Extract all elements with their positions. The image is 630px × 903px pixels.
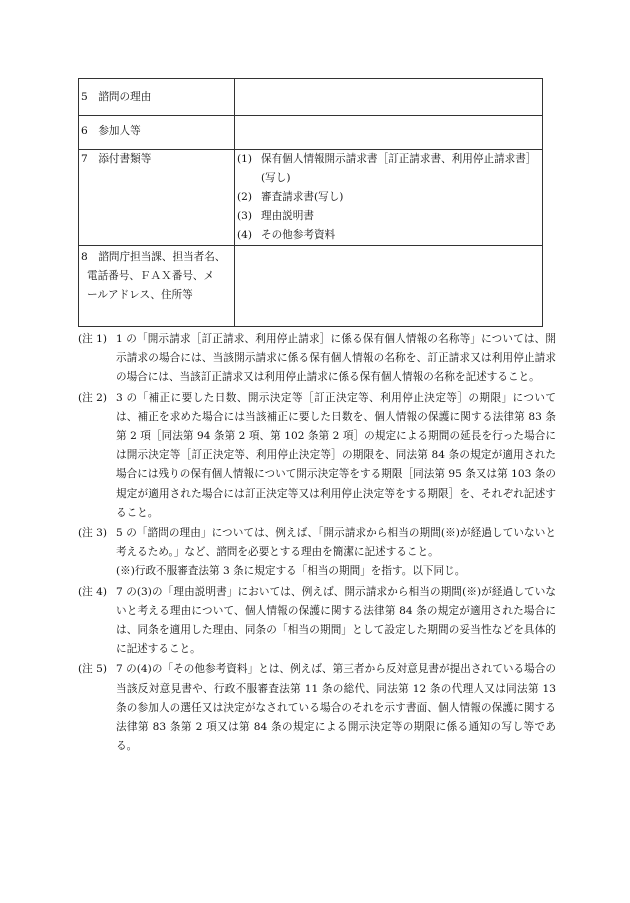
table-row [79, 150, 543, 246]
note-item [78, 330, 556, 388]
note-text: 5 の「諮問の理由」については、例えば、「開示請求から相当の期間(※)が経過していないと考えるため。」など、諮問を必要とする理由を簡潔に記述すること。 [116, 527, 556, 559]
note-item [78, 524, 556, 582]
note-subtext: (※)行政不服審査法第 3 条に規定する「相当の期間」を指す。以下同じ。 [116, 565, 466, 578]
contact-label [81, 246, 234, 305]
list-item [237, 150, 538, 188]
note-text: 3 の「補正に要した日数、開示決定等［訂正決定等、利用停止決定等］の期限」については、補正を求めた場合には当該補正に要した日数を、個人情報の保護に関する法律第 83 条第 2 項［同法第 94 条第 2 項、第 102 条第 2 項］の規定による期間の延長を行った場合には開示決定等［訂正決定等、利用停止決定等］の期限を、同法第 84 条の規定が適用された場合には残りの保有個人情報について開示決定等をする期限［同法第 95 条又は第 103 条の規定が適用された場合には訂正決定等又は利用停止決定等をする期限］を、それぞれ記述すること。 [116, 391, 556, 519]
note-text: 1 の「開示請求［訂正請求、利用停止請求］に係る保有個人情報の名称等」については、開示請求の場合には、当該開示請求に係る保有個人情報の名称を、訂正請求又は利用停止請求の場合には、当該訂正請求又は利用停止請求に係る保有個人情報の名称を記述すること。 [116, 333, 556, 384]
row-value-cell[interactable] [235, 79, 543, 116]
note-label: (注 2) [78, 391, 107, 404]
list-item [237, 188, 538, 207]
attachment-list [237, 150, 542, 245]
note-label: (注 5) [78, 663, 107, 676]
list-item [237, 226, 538, 245]
note-label: (注 3) [78, 527, 107, 540]
row-value-cell[interactable] [235, 246, 543, 327]
label-line: ールアドレス、住所等 [87, 289, 193, 301]
item-marker: (3) [237, 210, 253, 222]
inquiry-form-table [78, 78, 543, 327]
table-row [79, 116, 543, 150]
table-row [79, 79, 543, 116]
item-text: その他参考資料 [261, 229, 336, 241]
label-line: 8 諮問庁担当課、担当者名、 [81, 251, 226, 263]
item-text: 保有個人情報開示請求書［訂正請求書、利用停止請求書］(写し) [261, 153, 537, 184]
row-label-cell [79, 79, 235, 116]
row-value-cell[interactable] [235, 116, 543, 150]
note-text: 7 の(3)の「理由説明書」においては、例えば、開示請求から相当の期間(※)が経過していないと考える理由について、個人情報の保護に関する法律第 84 条の規定が適用された場合には、同条を適用した理由、同条の「相当の期間」として設定した期間の妥当性などを具体的に記述すること。 [116, 585, 556, 656]
row-label-cell [79, 246, 235, 327]
note-label: (注 1) [78, 333, 107, 345]
item-text: 理由説明書 [261, 210, 314, 222]
note-item [78, 583, 556, 660]
list-item [237, 207, 538, 226]
note-item [78, 660, 556, 756]
row-label-cell [79, 116, 235, 150]
item-text: 審査請求書(写し) [261, 191, 344, 203]
row-label-cell [79, 150, 235, 246]
note-text: 7 の(4)の「その他参考資料」とは、例えば、第三者から反対意見書が提出されている場合の当該反対意見書や、行政不服審査法第 11 条の総代、同法第 12 条の代理人又は同法第 13 条の参加人の選任又は決定がなされている場合のそれを示す書面、個人情報の保護に関する法律第 83 条第 2 項又は第 84 条の規定による開示決定等の期限に係る通知の写し等である。 [116, 663, 556, 753]
note-item [78, 389, 556, 523]
item-marker: (2) [237, 191, 253, 203]
row-label: 5 諮問の理由 [81, 91, 152, 103]
attachments-cell [235, 150, 543, 246]
item-marker: (1) [237, 153, 253, 165]
item-marker: (4) [237, 229, 253, 241]
note-label: (注 4) [78, 585, 107, 598]
label-line: 電話番号、ＦＡＸ番号、メ [87, 270, 215, 282]
table-row [79, 246, 543, 327]
notes-section [78, 330, 556, 757]
row-label: 7 添付書類等 [81, 153, 152, 165]
row-label: 6 参加人等 [81, 125, 141, 137]
